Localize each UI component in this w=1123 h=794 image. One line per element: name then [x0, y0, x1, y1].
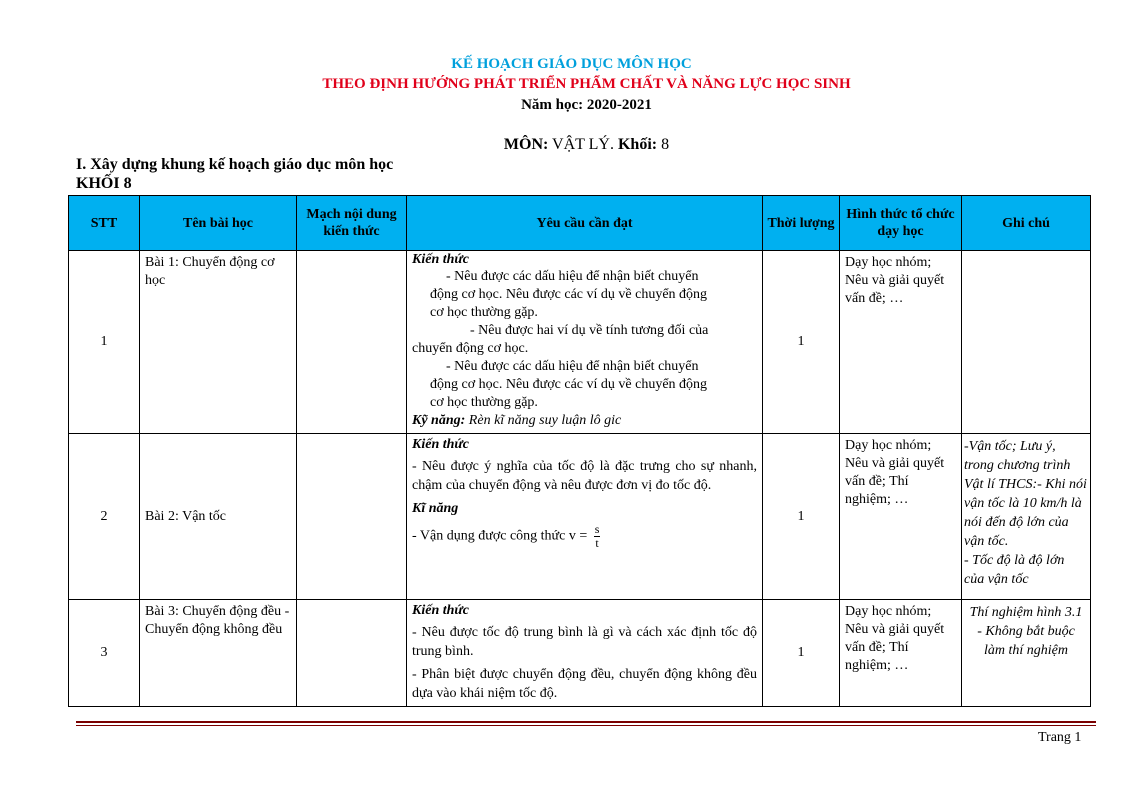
cell-content-strand: [297, 251, 407, 434]
formula-text: - Vận dụng được công thức v =: [412, 528, 588, 544]
table-header-row: [69, 196, 1091, 251]
table-row: [69, 600, 1091, 707]
header-stt: STT: [69, 196, 140, 251]
cell-requirements: [407, 434, 763, 600]
header-duration: Thời lượng: [763, 196, 840, 251]
cell-teaching-form: Dạy học nhóm; Nêu và giải quyết vấn đề; Thí nghiệm; …: [840, 600, 962, 707]
grade-value: 8: [661, 136, 670, 153]
note-text: -Vận tốc; Lưu ý, trong chương trình Vật lí THCS:- Khi nói vận tốc là 10 km/h là nói đến độ lớn của vận tốc. - Tốc độ là độ lớn của vận tốc: [964, 439, 1087, 587]
req-line: cơ học thường gặp.: [430, 395, 538, 410]
req-line: - Nêu được hai ví dụ về tính tương đối của: [470, 323, 709, 338]
cell-content-strand: [297, 600, 407, 707]
cell-lesson-name: Bài 3: Chuyển động đều - Chuyển động không đều: [140, 600, 297, 707]
header-content-strand: Mạch nội dung kiến thức: [297, 196, 407, 251]
subject-label: MÔN:: [503, 136, 549, 153]
subject-value: VẬT LÝ.: [552, 136, 614, 153]
skill-line: [412, 412, 757, 430]
subject-line: [0, 136, 1123, 154]
cell-duration: 1: [763, 600, 840, 707]
section-subheading: KHỐI 8: [76, 175, 132, 192]
plan-table: [68, 195, 1091, 707]
table-row: [69, 434, 1091, 600]
cell-lesson-name: Bài 2: Vận tốc: [140, 434, 297, 600]
formula-numerator: s: [594, 522, 600, 536]
knowledge-heading: Kiến thức: [412, 603, 470, 618]
knowledge-heading: Kiến thức: [412, 252, 470, 267]
header-notes: Ghi chú: [962, 196, 1091, 251]
cell-duration: 1: [763, 434, 840, 600]
cell-notes: [962, 434, 1091, 600]
req-line: cơ học thường gặp.: [430, 305, 538, 320]
cell-notes: [962, 600, 1091, 707]
cell-stt: 3: [69, 600, 140, 707]
cell-teaching-form: Dạy học nhóm; Nêu và giải quyết vấn đề; …: [840, 251, 962, 434]
cell-teaching-form: Dạy học nhóm; Nêu và giải quyết vấn đề; Thí nghiệm; …: [840, 434, 962, 600]
plan-subtitle: THEO ĐỊNH HƯỚNG PHÁT TRIỂN PHẨM CHẤT VÀ NĂNG LỰC HỌC SINH: [322, 76, 851, 92]
skill-text: Rèn kĩ năng suy luận lô gic: [468, 413, 622, 428]
school-year: Năm học: 2020-2021: [521, 97, 652, 113]
plan-title: KẾ HOẠCH GIÁO DỤC MÔN HỌC: [451, 56, 692, 72]
skill-heading: Kĩ năng: [412, 501, 459, 516]
cell-notes: [962, 251, 1091, 434]
footer-divider: [76, 721, 1096, 723]
formula-fraction: [594, 523, 601, 550]
knowledge-heading: Kiến thức: [412, 437, 470, 452]
cell-requirements: [407, 600, 763, 707]
cell-stt: 1: [69, 251, 140, 434]
req-line: động cơ học. Nêu được các ví dụ về chuyển động: [430, 287, 708, 302]
req-paragraph: - Nêu được ý nghĩa của tốc độ là đặc trưng cho sự nhanh, chậm của chuyển động và nêu được đơn vị đo tốc độ.: [412, 459, 757, 493]
formula-denominator: t: [595, 536, 599, 550]
cell-lesson-name: Bài 1: Chuyển động cơ học: [140, 251, 297, 434]
req-paragraph: - Phân biệt được chuyển động đều, chuyển động không đều dựa vào khái niệm tốc độ.: [412, 667, 757, 701]
req-paragraph: - Nêu được tốc độ trung bình là gì và cách xác định tốc độ trung bình.: [412, 625, 757, 659]
header-lesson-name: Tên bài học: [140, 196, 297, 251]
footer-divider: [76, 725, 1096, 726]
table-row: [69, 251, 1091, 434]
header-teaching-form: Hình thức tổ chức dạy học: [840, 196, 962, 251]
cell-requirements: [407, 251, 763, 434]
cell-stt: 2: [69, 434, 140, 600]
req-line: - Nêu được các dấu hiệu để nhận biết chuyển: [446, 359, 699, 374]
formula-line: [412, 523, 757, 550]
header-requirements: Yêu cầu cần đạt: [407, 196, 763, 251]
req-line: - Nêu được các dấu hiệu để nhận biết chuyển: [446, 269, 699, 284]
cell-content-strand: [297, 434, 407, 600]
skill-label: Kỹ năng:: [412, 413, 466, 428]
req-line: động cơ học. Nêu được các ví dụ về chuyển động: [430, 377, 708, 392]
grade-label: Khối:: [617, 136, 658, 153]
page-number: Trang 1: [1038, 730, 1082, 745]
section-heading: I. Xây dựng khung kế hoạch giáo dục môn học: [76, 156, 394, 173]
req-line: chuyển động cơ học.: [412, 341, 529, 356]
note-text: Thí nghiệm hình 3.1 - Không bắt buộc làm thí nghiệm: [969, 605, 1083, 658]
cell-duration: 1: [763, 251, 840, 434]
